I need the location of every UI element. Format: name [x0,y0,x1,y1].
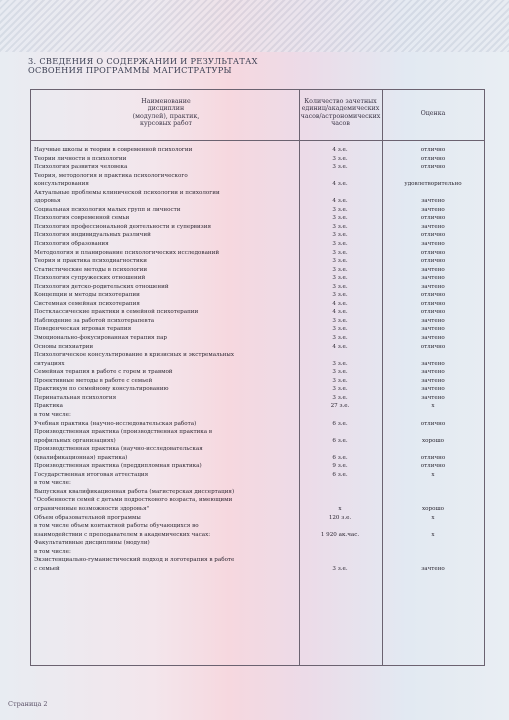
row-name: Выпускная квалификационная работа (магистерская диссертация) [34,488,235,495]
table-row [31,471,484,480]
table-row [31,155,484,164]
row-grade: зачтено [421,198,445,205]
row-name: Социальная психология малых групп и личности [34,206,181,213]
row-grade: хорошо [421,437,445,444]
table-row [31,257,484,266]
row-name: Психология детско-родительских отношений [34,283,169,290]
table-row [31,206,484,215]
row-name: взаимодействии с преподавателем в академических часах: [34,531,211,538]
row-hours: 3 з.е. [332,258,348,265]
row-grade: зачтено [421,241,445,248]
table-row [31,214,484,223]
row-hours: х [338,505,342,512]
row-name: Научные школы и теории в современной психологии [34,147,193,153]
row-name: Перинатальная психология [34,394,117,401]
row-hours: 3 з.е. [332,386,348,393]
row-hours: 3 з.е. [332,164,348,171]
row-name: Основы психиатрии [34,343,94,350]
row-name: Теория, методология и практика психологического [34,172,188,179]
row-hours: 3 з.е. [332,377,348,384]
row-name: Поведенческая игровая терапия [34,326,132,333]
row-name: в том числе: [34,548,71,555]
row-hours: 6 з.е. [332,437,348,444]
row-grade: удовлетворительно [404,181,462,188]
row-name: Психология развития человека [34,164,128,171]
row-hours: 3 з.е. [332,394,348,401]
row-grade: отлично [420,420,446,427]
row-hours: 27 з.е. [330,403,350,410]
table-row [31,479,484,488]
row-hours: 3 з.е. [332,215,348,222]
table-body [31,146,484,573]
table-row [31,343,484,352]
row-hours: 4 з.е. [332,309,348,316]
table-row [31,548,484,557]
table-row [31,146,484,155]
table-row [31,411,484,420]
row-hours: 6 з.е. [332,454,348,461]
row-hours: 3 з.е. [332,266,348,273]
row-name: (квалификационная) практика) [34,454,128,461]
table-row [31,266,484,275]
table-row [31,488,484,497]
table-row [31,334,484,343]
results-table [30,89,485,666]
header-hours: Количество зачетных единиц/академических часов/астрономических часов [300,98,381,128]
row-hours: 4 з.е. [332,147,348,153]
row-grade: зачтено [421,283,445,290]
table-row [31,283,484,292]
row-name: Наблюдение за работой психотерапевта [34,317,155,324]
table-row [31,274,484,283]
row-grade: зачтено [421,266,445,273]
row-hours: 4 з.е. [332,300,348,307]
row-grade: зачтено [421,326,445,333]
row-name: Психология супружеских отношений [34,275,146,282]
row-name: Производственная практика (преддипломная практика) [34,463,202,470]
row-grade: отлично [420,215,446,222]
table-row [31,556,484,565]
row-hours: 3 з.е. [332,317,348,324]
page-number: 2 [43,700,48,708]
section-heading [28,57,328,75]
row-name: Экзистенциально-гуманистический подход и логотерапия в работе [34,557,235,564]
table-row [31,514,484,523]
row-name: консультирования [34,181,89,188]
table-row [31,163,484,172]
row-hours: 9 з.е. [332,463,348,470]
row-name: Проективные методы в работе с семьей [34,377,153,384]
table-row [31,402,484,411]
row-name: Психология современной семьи [34,215,130,222]
row-grade: х [431,514,435,521]
row-grade: отлично [420,343,446,350]
table-row [31,496,484,505]
heading-line: ОСВОЕНИЯ ПРОГРАММЫ МАГИСТРАТУРЫ [28,65,232,75]
row-grade: зачтено [421,360,445,367]
table-row [31,351,484,360]
table-row [31,368,484,377]
row-hours: 3 з.е. [332,223,348,230]
table-row [31,394,484,403]
table-row [31,437,484,446]
row-name: Психология индивидуальных различий [34,232,151,239]
table-row [31,522,484,531]
row-grade: отлично [420,454,446,461]
row-name: в том числе объем контактной работы обучающихся во [34,523,199,530]
row-hours: 3 з.е. [332,326,348,333]
row-name: Практика [34,403,63,410]
row-name: Постклассические практики в семейной психотерапии [34,309,199,316]
table-row [31,462,484,471]
table-row [31,223,484,232]
row-hours: 3 з.е. [332,206,348,213]
row-name: ограниченные возможности здоровья" [34,505,150,512]
table-row [31,197,484,206]
row-grade: зачтено [421,223,445,230]
row-hours: 3 з.е. [332,335,348,342]
row-grade: отлично [420,232,446,239]
table-row [31,377,484,386]
row-name: с семьей [34,565,60,572]
table-row [31,505,484,514]
row-hours: 3 з.е. [332,292,348,299]
table-row [31,308,484,317]
row-grade: отлично [420,463,446,470]
row-hours: 3 з.е. [332,249,348,256]
table-row [31,240,484,249]
table-row [31,454,484,463]
table-row [31,249,484,258]
row-hours: 3 з.е. [332,155,348,162]
row-hours: 3 з.е. [332,565,348,572]
table-row [31,565,484,574]
table-row [31,539,484,548]
header-discipline: Наименование дисциплин (модулей), практик, курсовых работ [132,98,200,128]
row-name: в том числе: [34,411,71,418]
row-grade: зачтено [421,275,445,282]
row-grade: отлично [420,147,446,153]
heading-line: 3. СВЕДЕНИЯ О СОДЕРЖАНИИ И РЕЗУЛЬТАТАХ [28,56,258,66]
row-grade: отлично [420,155,446,162]
table-row [31,291,484,300]
row-grade: отлично [420,300,446,307]
row-grade: хорошо [421,505,445,512]
row-name: Статистические методы в психологии [34,266,148,273]
row-hours: 4 з.е. [332,343,348,350]
row-hours: 3 з.е. [332,232,348,239]
row-name: Государственная итоговая аттестация [34,471,149,478]
row-hours: 6 з.е. [332,471,348,478]
row-name: Актуальные проблемы клинической психологии и психологии [34,189,220,196]
row-name: Психологическое консультирование в кризисных и экстремальных [34,352,234,359]
row-grade: зачтено [421,565,445,572]
row-grade: зачтено [421,206,445,213]
row-name: здоровья [34,198,61,205]
row-name: Методология и планирование психологических исследований [34,249,220,256]
row-grade: х [431,531,435,538]
row-name: Теории личности в психологии [34,155,127,162]
row-grade: зачтено [421,377,445,384]
table-row [31,385,484,394]
row-hours: 6 з.е. [332,420,348,427]
row-hours: 1 920 ак.час. [320,531,360,538]
row-grade: х [431,403,435,410]
row-hours: 3 з.е. [332,369,348,376]
table-row [31,300,484,309]
row-name: Психология профессиональной деятельности и супервизия [34,223,211,230]
table-row [31,317,484,326]
row-grade: отлично [420,292,446,299]
row-hours: 4 з.е. [332,198,348,205]
row-name: "Особенности семей с детьми подросткового возраста, имеющими [34,497,233,504]
table-row [31,325,484,334]
table-row [31,531,484,540]
table-row [31,180,484,189]
row-hours: 4 з.е. [332,181,348,188]
page-label: Страница [8,700,42,708]
row-name: Факультативные дисциплины (модули) [34,540,150,547]
row-grade: отлично [420,164,446,171]
table-row [31,189,484,198]
row-name: Эмоционально-фокусированная терапия пар [34,335,167,342]
table-row [31,360,484,369]
table-row [31,445,484,454]
row-name: Производственная практика (производственная практика в [34,429,213,436]
row-grade: зачтено [421,317,445,324]
row-grade: зачтено [421,386,445,393]
row-grade: отлично [420,258,446,265]
page-footer [8,700,48,708]
header-grade: Оценка [420,110,446,117]
row-name: Практикум по семейному консультированию [34,386,169,393]
row-name: Семейная терапия в работе с горем и травмой [34,369,173,376]
row-grade: отлично [420,309,446,316]
table-header [31,90,484,141]
row-grade: зачтено [421,369,445,376]
row-hours: 3 з.е. [332,360,348,367]
row-name: Объем образовательной программы [34,514,141,521]
row-name: Производственная практика (научно-исследовательская [34,446,203,453]
row-name: профильных организациях) [34,437,116,444]
row-hours: 120 з.е. [328,514,352,521]
row-hours: 3 з.е. [332,283,348,290]
row-grade: х [431,471,435,478]
row-grade: отлично [420,249,446,256]
table-row [31,172,484,181]
row-name: Системная семейная психотерапия [34,300,140,307]
row-name: ситуациях [34,360,65,367]
table-row [31,428,484,437]
row-grade: зачтено [421,335,445,342]
row-name: в том числе: [34,480,71,487]
row-name: Учебная практика (научно-исследовательская работа) [34,420,197,427]
row-name: Психология образования [34,241,109,248]
row-hours: 3 з.е. [332,275,348,282]
row-name: Теория и практика психодиагностики [34,258,147,265]
table-row [31,420,484,429]
row-name: Концепции и методы психотерапии [34,292,140,299]
row-hours: 3 з.е. [332,241,348,248]
row-grade: зачтено [421,394,445,401]
table-row [31,231,484,240]
